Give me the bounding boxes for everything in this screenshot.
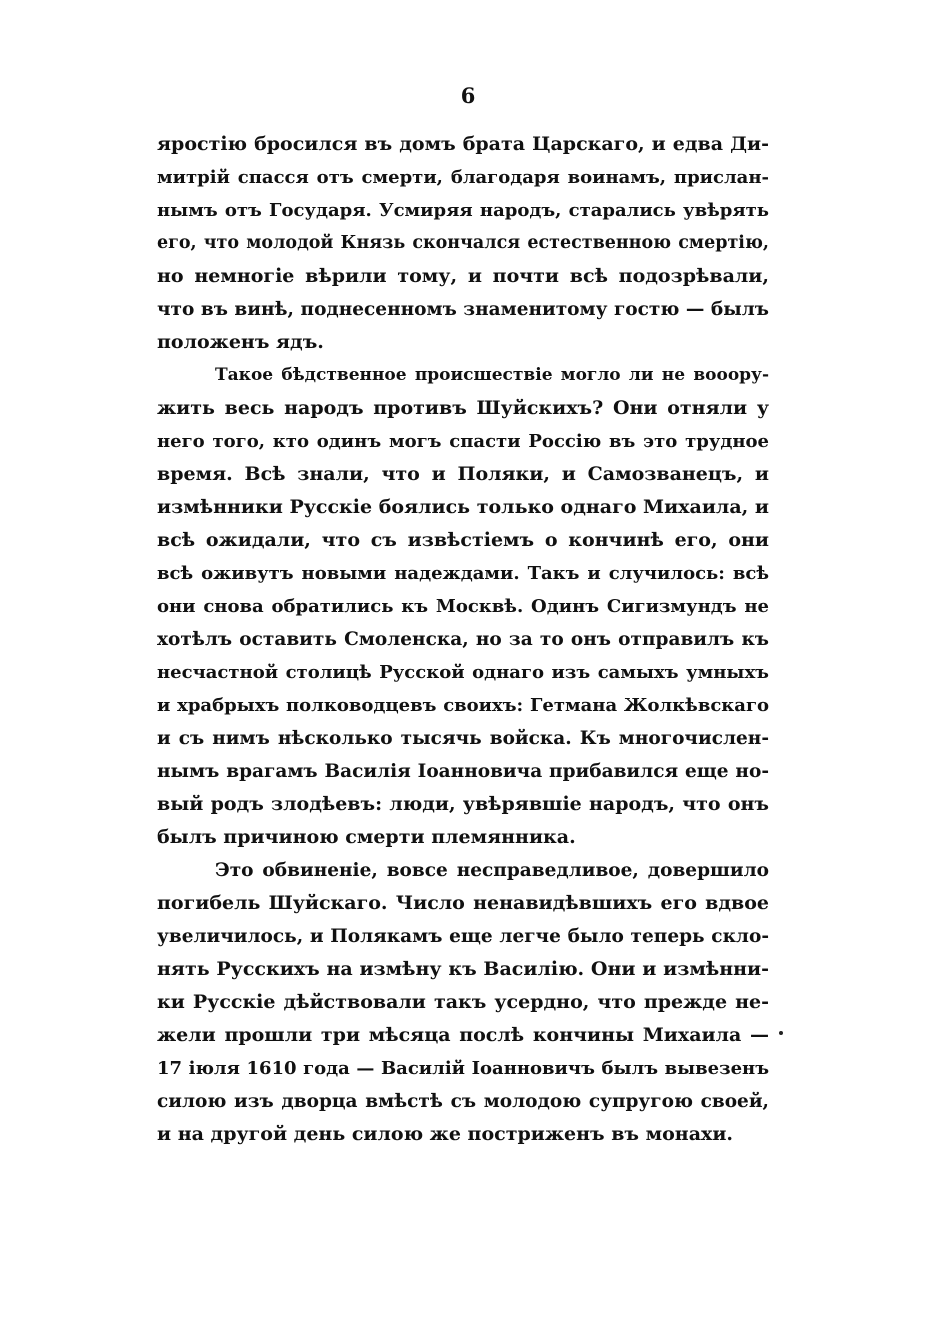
- text-line: вый родъ злодѣевъ: люди, увѣрявшіе народъ, что онъ: [157, 793, 769, 815]
- text-line: его, что молодой Князь скончался естественною смертію,: [157, 233, 769, 253]
- text-line: жить весь народъ противъ Шуйскихъ? Они отняли у: [157, 397, 769, 419]
- paragraph-1: [157, 128, 769, 359]
- text-line: нымъ отъ Государя. Усмиряя народъ, старались увѣрять: [157, 200, 769, 221]
- text-line: жели прошли три мѣсяца послѣ кончины Михаила —: [157, 1024, 769, 1046]
- text-line: нять Русскихъ на измѣну къ Василію. Они и измѣнни-: [157, 958, 769, 980]
- ink-speck: [779, 1031, 783, 1035]
- text-line: время. Всѣ знали, что и Поляки, и Самозванецъ, и: [157, 463, 769, 485]
- text-line: положенъ ядъ.: [157, 331, 324, 353]
- text-line: митрій спасся отъ смерти, благодаря воинамъ, прислан-: [157, 167, 769, 188]
- text-line: нымъ врагамъ Василія Іоанновича прибавился еще но-: [157, 761, 769, 782]
- text-line: ки Русскіе дѣйствовали такъ усердно, что прежде не-: [157, 991, 769, 1013]
- text-line: и на другой день силою же постриженъ въ монахи.: [157, 1123, 734, 1145]
- paragraph-2: [157, 359, 769, 854]
- text-line: него того, кто одинъ могъ спасти Россію въ это трудное: [157, 431, 769, 452]
- text-line: что въ винѣ, поднесенномъ знаменитому гостю — былъ: [157, 299, 769, 320]
- page-number: 6: [460, 83, 476, 108]
- text-line: и съ нимъ нѣсколько тысячь войска. Къ многочислен-: [157, 728, 769, 749]
- text-line: Такое бѣдственное происшествіе могло ли не вооору-: [215, 365, 769, 385]
- text-line: увеличилось, и Полякамъ еще легче было теперь скло-: [157, 926, 769, 947]
- text-line: измѣнники Русскіе боялись только однаго Михаила, и: [157, 496, 769, 518]
- body-text: [157, 128, 769, 1151]
- text-line: несчастной столицѣ Русской однаго изъ самыхъ умныхъ: [157, 662, 769, 683]
- text-line: но немногіе вѣрили тому, и почти всѣ подозрѣвали,: [157, 265, 769, 287]
- text-line: яростію бросился въ домъ брата Царскаго, и едва Ди-: [157, 133, 769, 155]
- text-line: силою изъ дворца вмѣстѣ съ молодою супругою своей,: [157, 1091, 769, 1112]
- text-line: всѣ оживутъ новыми надеждами. Такъ и случилось: всѣ: [157, 563, 769, 584]
- text-line: 17 іюля 1610 года — Василій Іоанновичъ былъ вывезенъ: [157, 1058, 769, 1079]
- text-line: погибель Шуйскаго. Число ненавидѣвшихъ его вдвое: [157, 892, 769, 914]
- text-line: всѣ ожидали, что съ извѣстіемъ о кончинѣ его, они: [157, 529, 769, 551]
- text-line: и храбрыхъ полководцевъ своихъ: Гетмана Жолкѣвскаго: [157, 695, 769, 716]
- text-line: Это обвиненіе, вовсе несправедливое, довершило: [215, 860, 769, 881]
- text-line: былъ причиною смерти племянника.: [157, 826, 576, 848]
- paragraph-3: [157, 854, 769, 1151]
- text-line: они снова обратились къ Москвѣ. Одинъ Сигизмундъ не: [157, 596, 769, 617]
- text-line: хотѣлъ оставить Смоленска, но за то онъ отправилъ къ: [157, 629, 769, 650]
